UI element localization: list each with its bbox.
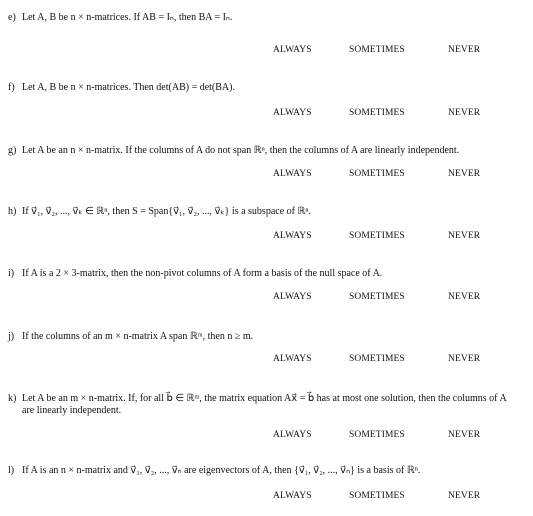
always-option[interactable]: ALWAYS	[273, 169, 312, 179]
never-option[interactable]: NEVER	[448, 354, 481, 364]
sometimes-option[interactable]: SOMETIMES	[349, 354, 405, 364]
never-option[interactable]: NEVER	[448, 491, 481, 501]
answer-options	[0, 169, 533, 181]
question-text: If v⃗₁, v⃗₂, ..., v⃗ₖ ∈ ℝⁿ, then S = Span{v⃗₁, v⃗₂, ..., v⃗ₖ} is a subspace of ℝⁿ.	[22, 206, 312, 217]
always-option[interactable]: ALWAYS	[273, 292, 312, 302]
answer-options	[0, 354, 533, 366]
sometimes-option[interactable]: SOMETIMES	[349, 491, 405, 501]
question-text: Let A be an m × n-matrix. If, for all b⃗ ∈ ℝᵐ, the matrix equation Ax⃗ = b⃗ has at most one solution, then the columns of A are linearly independent.	[22, 393, 507, 416]
question-text: Let A be an n × n-matrix. If the columns of A do not span ℝⁿ, then the columns of A are linearly independent.	[22, 145, 460, 156]
question-label: j)	[8, 331, 15, 342]
answer-options	[0, 231, 533, 243]
question-label: e)	[8, 12, 16, 23]
question-text: If A is an n × n-matrix and v⃗₁, v⃗₂, ..., v⃗ₙ are eigenvectors of A, then {v⃗₁, v⃗₂, ..., v⃗ₙ} is a basis of ℝⁿ.	[22, 465, 421, 476]
never-option[interactable]: NEVER	[448, 430, 481, 440]
sometimes-option[interactable]: SOMETIMES	[349, 292, 405, 302]
answer-options	[0, 491, 533, 503]
always-option[interactable]: ALWAYS	[273, 45, 312, 55]
never-option[interactable]: NEVER	[448, 169, 481, 179]
question-label: h)	[8, 206, 17, 217]
question-label: i)	[8, 268, 15, 279]
question-text: If the columns of an m × n-matrix A span ℝᵐ, then n ≥ m.	[22, 331, 254, 342]
sometimes-option[interactable]: SOMETIMES	[349, 169, 405, 179]
always-option[interactable]: ALWAYS	[273, 430, 312, 440]
answer-options	[0, 430, 533, 442]
answer-options	[0, 45, 533, 57]
answer-options	[0, 108, 533, 120]
always-option[interactable]: ALWAYS	[273, 354, 312, 364]
never-option[interactable]: NEVER	[448, 45, 481, 55]
sometimes-option[interactable]: SOMETIMES	[349, 45, 405, 55]
never-option[interactable]: NEVER	[448, 108, 481, 118]
question-label: g)	[8, 145, 17, 156]
question-label: f)	[8, 82, 15, 93]
never-option[interactable]: NEVER	[448, 292, 481, 302]
question-text: Let A, B be n × n-matrices. Then det(AB) = det(BA).	[22, 82, 235, 93]
question-label: l)	[8, 465, 15, 476]
always-option[interactable]: ALWAYS	[273, 108, 312, 118]
question-text: If A is a 2 × 3-matrix, then the non-pivot columns of A form a basis of the null space of A.	[22, 268, 383, 279]
always-option[interactable]: ALWAYS	[273, 231, 312, 241]
question-label: k)	[8, 393, 17, 404]
question-text: Let A, B be n × n-matrices. If AB = Iₙ, then BA = Iₙ.	[22, 12, 233, 23]
sometimes-option[interactable]: SOMETIMES	[349, 231, 405, 241]
always-option[interactable]: ALWAYS	[273, 491, 312, 501]
sometimes-option[interactable]: SOMETIMES	[349, 108, 405, 118]
answer-options	[0, 292, 533, 304]
sometimes-option[interactable]: SOMETIMES	[349, 430, 405, 440]
never-option[interactable]: NEVER	[448, 231, 481, 241]
